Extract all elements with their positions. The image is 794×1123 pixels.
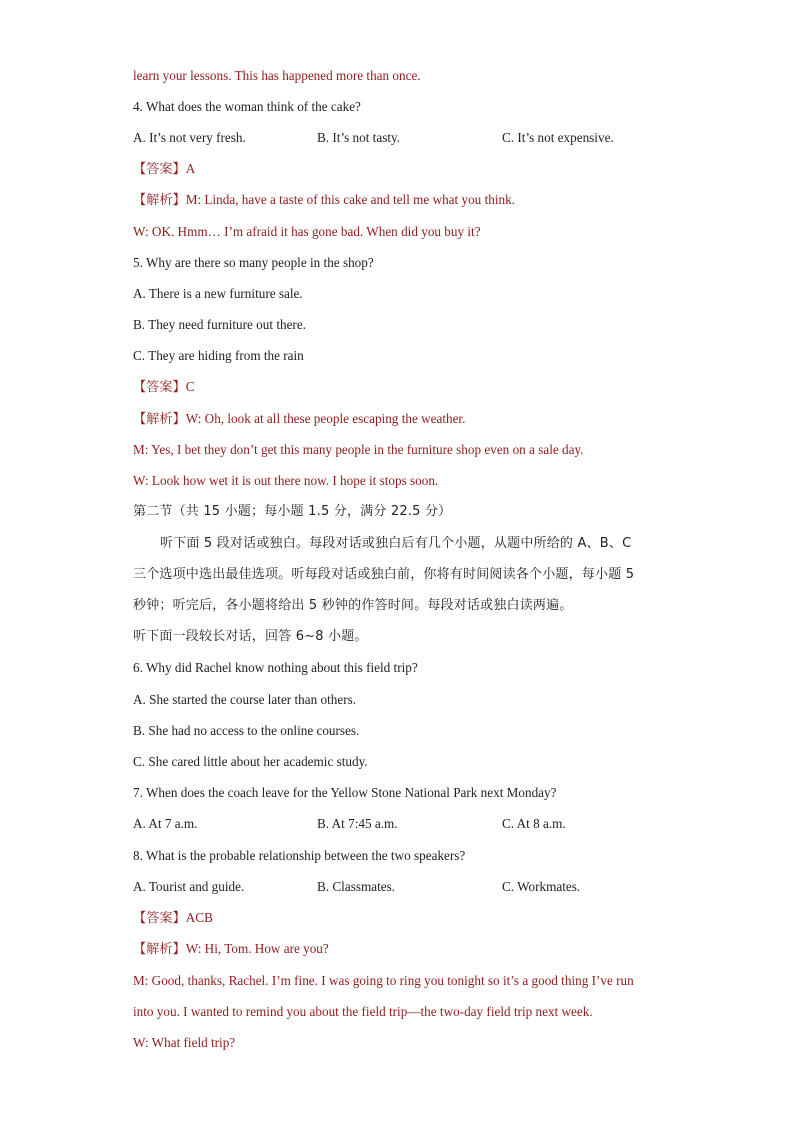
option-7c: C. At 8 a.m. — [502, 816, 566, 831]
option-4c: C. It’s not expensive. — [502, 130, 614, 145]
option-8b: B. Classmates. — [317, 879, 396, 894]
dialogue-line: W: OK. Hmm… I’m afraid it has gone bad. When did you buy it? — [133, 224, 481, 239]
question-7: 7. When does the coach leave for the Yellow Stone National Park next Monday? — [133, 785, 557, 800]
explanation-5 — [133, 410, 465, 429]
option-4a: A. It’s not very fresh. — [133, 130, 246, 145]
question-8: 8. What is the probable relationship between the two speakers? — [133, 848, 466, 863]
section-heading: 第二节（共 15 小题；每小题 1.5 分，满分 22.5 分） — [133, 504, 452, 519]
question-6: 6. Why did Rachel know nothing about this field trip? — [133, 660, 418, 675]
dialogue-line: M: Yes, I bet they don’t get this many people in the furniture shop even on a sale day. — [133, 442, 584, 457]
option-6a: A. She started the course later than others. — [133, 692, 357, 707]
explanation-text: W: Oh, look at all these people escaping the weather. — [185, 411, 466, 426]
explanation-label: 【解析】 — [133, 942, 186, 957]
option-7a: A. At 7 a.m. — [133, 816, 198, 831]
explanation-4 — [133, 191, 515, 210]
option-7b: B. At 7:45 a.m. — [317, 816, 398, 831]
explanation-label: 【解析】 — [133, 193, 186, 208]
answer-4 — [133, 160, 195, 179]
answer-label: 【答案】 — [133, 162, 186, 177]
answer-value: ACB — [185, 910, 213, 925]
answer-label: 【答案】 — [133, 380, 186, 395]
question-5: 5. Why are there so many people in the shop? — [133, 255, 374, 270]
option-6b: B. She had no access to the online courses. — [133, 723, 360, 738]
explanation-label: 【解析】 — [133, 412, 186, 427]
option-5c: C. They are hiding from the rain — [133, 348, 304, 363]
instruction-line: 听下面一段较长对话，回答 6~8 小题。 — [133, 629, 368, 644]
dialogue-line: learn your lessons. This has happened more than once. — [133, 68, 421, 83]
answer-value: A — [185, 161, 196, 176]
dialogue-line: M: Good, thanks, Rachel. I’m fine. I was going to ring you tonight so it’s a good thing I’ve run — [133, 973, 634, 988]
instruction-line: 三个选项中选出最佳选项。听每段对话或独白前，你将有时间阅读各个小题，每小题 5 — [133, 567, 635, 582]
answer-6-8 — [133, 909, 213, 928]
option-5a: A. There is a new furniture sale. — [133, 286, 303, 301]
explanation-6-8 — [133, 940, 329, 959]
dialogue-line: W: Look how wet it is out there now. I hope it stops soon. — [133, 473, 439, 488]
option-8c: C. Workmates. — [502, 879, 581, 894]
option-5b: B. They need furniture out there. — [133, 317, 306, 332]
explanation-text: M: Linda, have a taste of this cake and tell me what you think. — [185, 192, 515, 207]
answer-5 — [133, 378, 195, 397]
answer-label: 【答案】 — [133, 911, 186, 926]
instruction-line: 听下面 5 段对话或独白。每段对话或独白后有几个小题，从题中所给的 A、B、C — [160, 536, 632, 551]
dialogue-line: W: What field trip? — [133, 1035, 236, 1050]
answer-value: C — [185, 379, 195, 394]
option-6c: C. She cared little about her academic study. — [133, 754, 368, 769]
option-4b: B. It’s not tasty. — [317, 130, 401, 145]
explanation-text: W: Hi, Tom. How are you? — [185, 941, 329, 956]
option-8a: A. Tourist and guide. — [133, 879, 245, 894]
instruction-line: 秒钟；听完后，各小题将给出 5 秒钟的作答时间。每段对话或独白读两遍。 — [133, 598, 573, 613]
question-4: 4. What does the woman think of the cake? — [133, 99, 361, 114]
dialogue-line: into you. I wanted to remind you about the field trip—the two-day field trip next week. — [133, 1004, 593, 1019]
